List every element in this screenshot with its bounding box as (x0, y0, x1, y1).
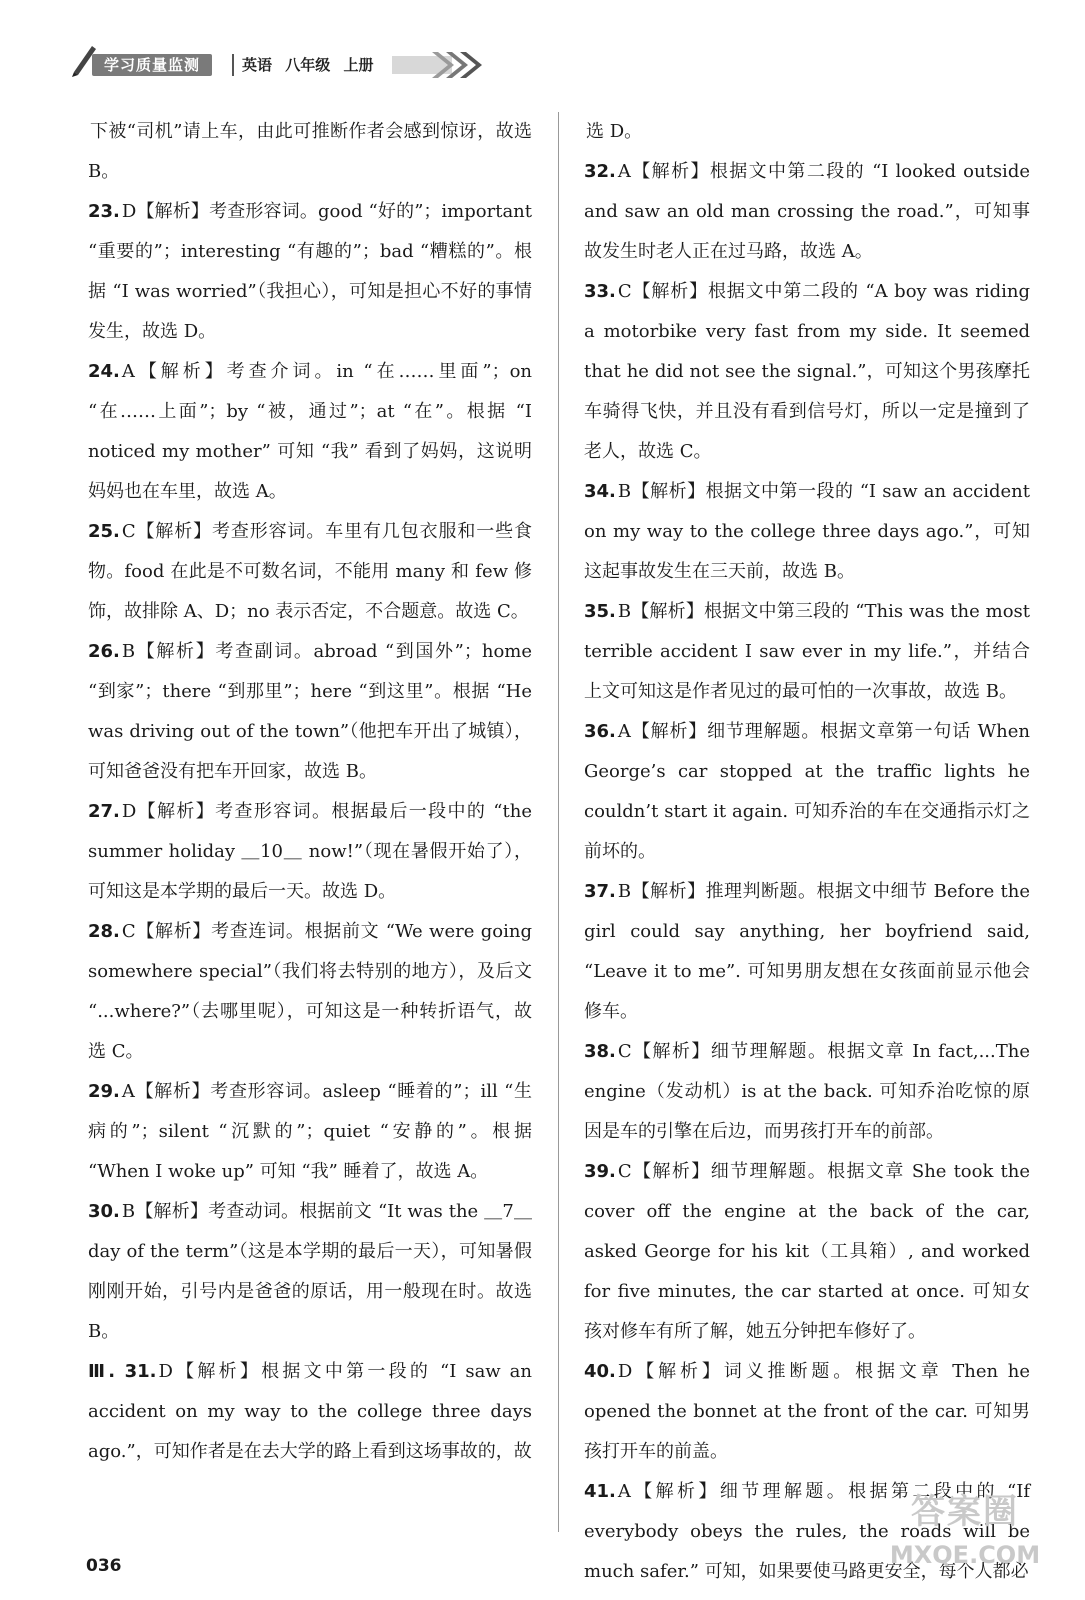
answer-entry (584, 152, 1030, 272)
question-number: 34. (584, 481, 616, 502)
answer-entry (584, 472, 1030, 592)
answer-entry (584, 1152, 1030, 1352)
answer-text: B【解析】推理判断题。根据文中细节 Before the girl could say anything, her boyfriend said, “Leave it to me”. 可知男朋友想在女孩面前显示他会修车。 (584, 881, 1030, 1022)
answer-entry (584, 592, 1030, 712)
question-number: 36. (584, 721, 616, 742)
left-column (88, 112, 532, 1472)
answer-entry (584, 872, 1030, 1032)
answer-text: 下被“司机”请上车，由此可推断作者会感到惊讶，故选 B。 (88, 121, 532, 182)
answer-entry (88, 792, 532, 912)
answer-entry (88, 1192, 532, 1352)
answer-text: C【解析】考查形容词。车里有几包衣服和一些食物。food 在此是不可数名词，不能用 many 和 few 修饰，故排除 A、D；no 表示否定，不合题意。故选 C。 (88, 521, 532, 622)
right-column (584, 112, 1030, 1592)
watermark (880, 1486, 1050, 1586)
answer-entry (88, 1072, 532, 1192)
answer-text: A【解析】考查形容词。asleep “睡着的”；ill “生病的”；silent “沉默的”；quiet “安静的”。根据 “When I woke up” 可知 “我” 睡着了，故选 A。 (88, 1081, 532, 1182)
answer-text: A【解析】细节理解题。根据文章第一句话 When George’s car stopped at the traffic lights he couldn’t start it again. 可知乔治的车在交通指示灯之前坏的。 (584, 721, 1030, 862)
question-number: 23. (88, 201, 120, 222)
question-number: Ⅲ. 31. (88, 1361, 157, 1382)
chevrons-icon (392, 50, 482, 80)
header-divider (232, 54, 234, 76)
answer-entry (88, 512, 532, 632)
answer-entry (584, 712, 1030, 872)
question-number: 28. (88, 921, 120, 942)
answer-entry (88, 112, 532, 192)
question-number: 35. (584, 601, 616, 622)
answer-text: C【解析】考查连词。根据前文 “We were going somewhere special”（我们将去特别的地方），及后文 “...where?”（去哪里呢），可知这是一种转折语气，故选 C。 (88, 921, 532, 1062)
question-number: 25. (88, 521, 120, 542)
watermark-text: 答案圈 (911, 1492, 1019, 1532)
question-number: 27. (88, 801, 120, 822)
subject-line: 英语 八年级 上册 (242, 56, 374, 74)
question-number: 41. (584, 1481, 616, 1502)
answer-entry (584, 1032, 1030, 1152)
question-number: 39. (584, 1161, 616, 1182)
answer-text: A【解析】根据文中第二段的 “I looked outside and saw an old man crossing the road.”，可知事故发生时老人正在过马路，故选 A。 (584, 161, 1030, 262)
answer-text: A【解析】细节理解题。根据第二段中的 “If everybody obeys the rules, the roads will be much safer.” 可知，如果要使马路更安全，每个人都必 (584, 1481, 1030, 1582)
question-number: 29. (88, 1081, 120, 1102)
answer-text: B【解析】考查副词。abroad “到国外”；home “到家”；there “到那里”；here “到这里”。根据 “He was driving out of the town”（他把车开出了城镇），可知爸爸没有把车开回家，故选 B。 (88, 641, 532, 782)
answer-text: 选 D。 (586, 121, 643, 142)
question-number: 24. (88, 361, 120, 382)
question-number: 37. (584, 881, 616, 902)
answer-text: D【解析】考查形容词。根据最后一段中的 “the summer holiday ＿10＿ now!”（现在暑假开始了），可知这是本学期的最后一天。故选 D。 (88, 801, 532, 902)
watermark-url: MXQE.COM (889, 1541, 1041, 1569)
answer-text: D【解析】根据文中第一段的 “I saw an accident on my way to the college three days ago.”，可知作者是在去大学的路上看到这场事故的，故 (88, 1361, 532, 1462)
answer-entry (88, 352, 532, 512)
answer-entry (88, 912, 532, 1072)
answer-entry (88, 192, 532, 352)
page-number: 036 (86, 1556, 122, 1576)
column-divider (558, 112, 559, 1532)
answer-text: D【解析】考查形容词。good “好的”；important “重要的”；interesting “有趣的”；bad “糟糕的”。根据 “I was worried”（我担心），可知是担心不好的事情发生，故选 D。 (88, 201, 532, 342)
answer-text: B【解析】根据文中第一段的 “I saw an accident on my way to the college three days ago.”，可知这起事故发生在三天前，故选 B。 (584, 481, 1030, 582)
answer-entry (88, 1352, 532, 1472)
answer-entry (584, 272, 1030, 472)
answer-text: B【解析】考查动词。根据前文 “It was the ＿7＿ day of the term”（这是本学期的最后一天），可知暑假刚刚开始，引号内是爸爸的原话，用一般现在时。故选 B。 (88, 1201, 532, 1342)
answer-text: D【解析】词义推断题。根据文章 Then he opened the bonnet at the front of the car. 可知男孩打开车的前盖。 (584, 1361, 1030, 1462)
answer-entry (88, 632, 532, 792)
series-label: 学习质量监测 (92, 54, 212, 76)
answer-text: B【解析】根据文中第三段的 “This was the most terrible accident I saw ever in my life.”，并结合上文可知这是作者见过的最可怕的一次事故，故选 B。 (584, 601, 1030, 702)
answer-entry (584, 112, 1030, 152)
answer-text: C【解析】根据文中第二段的 “A boy was riding a motorbike very fast from my side. It seemed that he did not see the signal.”，可知这个男孩摩托车骑得飞快，并且没有看到信号灯，所以一定是撞到了老人，故选 C。 (584, 281, 1030, 462)
answer-text: C【解析】细节理解题。根据文章 She took the cover off the engine at the back of the car, asked George for his kit（工具箱）, and worked for five minutes, the car started at once. 可知女孩对修车有所了解，她五分钟把车修好了。 (584, 1161, 1030, 1342)
answer-entry (584, 1352, 1030, 1472)
question-number: 38. (584, 1041, 616, 1062)
answer-text: A【解析】考查介词。in “在……里面”；on “在……上面”；by “被，通过”；at “在”。根据 “I noticed my mother” 可知 “我” 看到了妈妈，这说明妈妈也在车里，故选 A。 (88, 361, 532, 502)
question-number: 32. (584, 161, 616, 182)
question-number: 30. (88, 1201, 120, 1222)
answer-text: C【解析】细节理解题。根据文章 In fact,...The engine（发动机）is at the back. 可知乔治吃惊的原因是车的引擎在后边，而男孩打开车的前部。 (584, 1041, 1030, 1142)
question-number: 40. (584, 1361, 616, 1382)
page-header (70, 42, 490, 82)
question-number: 26. (88, 641, 120, 662)
question-number: 33. (584, 281, 616, 302)
